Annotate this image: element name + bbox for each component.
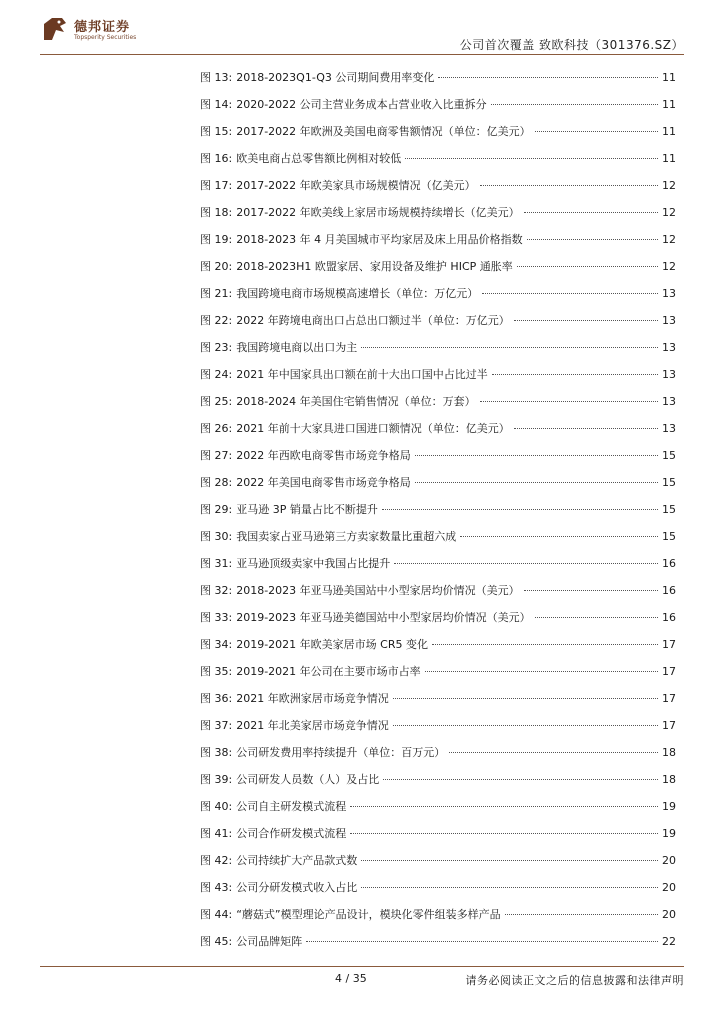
dot-leader (425, 671, 658, 672)
dot-leader (306, 941, 658, 942)
page-ref: 16 (662, 611, 676, 624)
figure-title: 公司自主研发模式流程 (236, 800, 347, 813)
dot-leader (480, 401, 658, 402)
figure-number: 图 39: (200, 773, 233, 786)
toc-entry[interactable] (200, 550, 676, 577)
page-ref: 11 (662, 98, 676, 111)
page-ref: 15 (662, 530, 676, 543)
header-divider (40, 54, 684, 55)
figure-title: 2018-2023 年亚马逊美国站中小型家居均价情况（美元） (236, 584, 520, 597)
toc-entry[interactable] (200, 415, 676, 442)
figure-title: 公司合作研发模式流程 (236, 827, 347, 840)
figure-number: 图 42: (200, 854, 233, 867)
figure-number: 图 41: (200, 827, 233, 840)
figure-title: 2022 年跨境电商出口占总出口额过半（单位：万亿元） (236, 314, 510, 327)
dot-leader (491, 104, 658, 105)
figure-number: 图 21: (200, 287, 233, 300)
page-ref: 15 (662, 449, 676, 462)
dot-leader (361, 347, 658, 348)
figure-number: 图 15: (200, 125, 233, 138)
figure-title: 2019-2023 年亚马逊美德国站中小型家居均价情况（美元） (236, 611, 531, 624)
figure-number: 图 17: (200, 179, 233, 192)
dot-leader (394, 563, 658, 564)
toc-entry[interactable] (200, 361, 676, 388)
page-ref: 16 (662, 557, 676, 570)
dot-leader (524, 212, 658, 213)
figure-title: 2017-2022 年欧美家具市场规模情况（亿美元） (236, 179, 476, 192)
toc-entry[interactable] (200, 766, 676, 793)
page-ref: 20 (662, 908, 676, 921)
figure-number: 图 19: (200, 233, 233, 246)
dot-leader (432, 644, 658, 645)
toc-entry[interactable] (200, 280, 676, 307)
figure-title: 2022 年美国电商零售市场竞争格局 (236, 476, 411, 489)
figure-title: 亚马逊顶级卖家中我国占比提升 (236, 557, 391, 570)
page-ref: 15 (662, 503, 676, 516)
figure-title: 公司研发费用率持续提升（单位：百万元） (236, 746, 446, 759)
toc-entry[interactable] (200, 847, 676, 874)
dot-leader (527, 239, 658, 240)
toc-entry[interactable] (200, 442, 676, 469)
figure-title: 2018-2023H1 欧盟家居、家用设备及维护 HICP 通胀率 (236, 260, 513, 273)
toc-entry[interactable] (200, 928, 676, 955)
page-ref: 18 (662, 773, 676, 786)
logo-icon (40, 14, 70, 44)
figure-number: 图 13: (200, 71, 233, 84)
page-ref: 13 (662, 341, 676, 354)
toc-entry[interactable] (200, 496, 676, 523)
page-ref: 12 (662, 206, 676, 219)
page-ref: 19 (662, 800, 676, 813)
figure-number: 图 27: (200, 449, 233, 462)
toc-entry[interactable] (200, 604, 676, 631)
page-ref: 13 (662, 395, 676, 408)
dot-leader (361, 887, 658, 888)
figure-number: 图 18: (200, 206, 233, 219)
toc-entry[interactable] (200, 685, 676, 712)
dot-leader (505, 914, 658, 915)
figure-number: 图 20: (200, 260, 233, 273)
figure-title: 我国跨境电商以出口为主 (236, 341, 358, 354)
figure-title: 2021 年欧洲家居市场竞争情况 (236, 692, 389, 705)
figure-title: 2021 年北美家居市场竞争情况 (236, 719, 389, 732)
figure-index-list (200, 64, 676, 955)
dot-leader (350, 806, 658, 807)
figure-number: 图 35: (200, 665, 233, 678)
figure-title: 2018-2023 年 4 月美国城市平均家居及床上用品价格指数 (236, 233, 523, 246)
toc-entry[interactable] (200, 226, 676, 253)
company-logo (40, 14, 160, 48)
figure-number: 图 24: (200, 368, 233, 381)
figure-title: 2021 年中国家具出口额在前十大出口国中占比过半 (236, 368, 488, 381)
page-ref: 13 (662, 422, 676, 435)
dot-leader (405, 158, 658, 159)
figure-number: 图 33: (200, 611, 233, 624)
figure-number: 图 23: (200, 341, 233, 354)
dot-leader (393, 698, 658, 699)
logo-text-cn: 德邦证券 (74, 20, 131, 35)
dot-leader (492, 374, 658, 375)
figure-number: 图 44: (200, 908, 233, 921)
page-ref: 17 (662, 719, 676, 732)
page-ref: 11 (662, 71, 676, 84)
dot-leader (535, 617, 658, 618)
page-ref: 11 (662, 152, 676, 165)
figure-title: 欧美电商占总零售额比例相对较低 (236, 152, 402, 165)
figure-number: 图 30: (200, 530, 233, 543)
figure-number: 图 34: (200, 638, 233, 651)
toc-entry[interactable] (200, 793, 676, 820)
toc-entry[interactable] (200, 820, 676, 847)
figure-number: 图 14: (200, 98, 233, 111)
figure-number: 图 26: (200, 422, 233, 435)
toc-entry[interactable] (200, 118, 676, 145)
page-ref: 22 (662, 935, 676, 948)
figure-title: 公司研发人员数（人）及占比 (236, 773, 380, 786)
dot-leader (460, 536, 658, 537)
dot-leader (535, 131, 658, 132)
dot-leader (383, 779, 658, 780)
figure-title: 2019-2021 年公司在主要市场市占率 (236, 665, 421, 678)
figure-title: 2022 年西欧电商零售市场竞争格局 (236, 449, 411, 462)
figure-number: 图 37: (200, 719, 233, 732)
dot-leader (480, 185, 658, 186)
figure-number: 图 43: (200, 881, 233, 894)
figure-number: 图 22: (200, 314, 233, 327)
page-ref: 17 (662, 665, 676, 678)
page-ref: 12 (662, 260, 676, 273)
page-ref: 13 (662, 368, 676, 381)
toc-entry[interactable] (200, 712, 676, 739)
toc-entry[interactable] (200, 523, 676, 550)
toc-entry[interactable] (200, 91, 676, 118)
figure-title: 2017-2022 年欧洲及美国电商零售额情况（单位：亿美元） (236, 125, 531, 138)
dot-leader (517, 266, 658, 267)
figure-number: 图 25: (200, 395, 233, 408)
figure-title: 我国卖家占亚马逊第三方卖家数量比重超六成 (236, 530, 457, 543)
page-ref: 20 (662, 854, 676, 867)
figure-number: 图 16: (200, 152, 233, 165)
dot-leader (524, 590, 658, 591)
toc-entry[interactable] (200, 145, 676, 172)
toc-entry[interactable] (200, 469, 676, 496)
dot-leader (438, 77, 658, 78)
figure-number: 图 31: (200, 557, 233, 570)
figure-title: 2021 年前十大家具进口国进口额情况（单位：亿美元） (236, 422, 510, 435)
figure-title: 公司品牌矩阵 (236, 935, 303, 948)
toc-entry[interactable] (200, 199, 676, 226)
figure-number: 图 45: (200, 935, 233, 948)
toc-entry[interactable] (200, 64, 676, 91)
figure-number: 图 32: (200, 584, 233, 597)
toc-entry[interactable] (200, 658, 676, 685)
figure-title: 2020-2022 公司主营业务成本占营业收入比重拆分 (236, 98, 487, 111)
figure-title: 2018-2024 年美国住宅销售情况（单位：万套） (236, 395, 476, 408)
toc-entry[interactable] (200, 334, 676, 361)
figure-number: 图 28: (200, 476, 233, 489)
footer-divider (40, 966, 684, 967)
dot-leader (382, 509, 658, 510)
figure-number: 图 36: (200, 692, 233, 705)
figure-number: 图 40: (200, 800, 233, 813)
figure-title: 2019-2021 年欧美家居市场 CR5 变化 (236, 638, 428, 651)
dot-leader (350, 833, 658, 834)
disclaimer-note: 请务必阅读正文之后的信息披露和法律声明 (465, 974, 684, 987)
dot-leader (514, 320, 658, 321)
toc-entry[interactable] (200, 577, 676, 604)
page-ref: 18 (662, 746, 676, 759)
figure-title: 2018-2023Q1-Q3 公司期间费用率变化 (236, 71, 435, 84)
toc-entry[interactable] (200, 307, 676, 334)
figure-title: 公司持续扩大产品款式数 (236, 854, 358, 867)
toc-entry[interactable] (200, 739, 676, 766)
figure-title: 公司分研发模式收入占比 (236, 881, 358, 894)
dot-leader (415, 455, 658, 456)
logo-text-en: Topsperity Securities (74, 34, 137, 41)
dot-leader (393, 725, 658, 726)
page-ref: 19 (662, 827, 676, 840)
report-title: 公司首次覆盖 致欧科技（301376.SZ） (459, 38, 684, 52)
page-ref: 12 (662, 233, 676, 246)
dot-leader (482, 293, 658, 294)
page-ref: 20 (662, 881, 676, 894)
dot-leader (361, 860, 658, 861)
figure-title: 2017-2022 年欧美线上家居市场规模持续增长（亿美元） (236, 206, 520, 219)
toc-entry[interactable] (200, 901, 676, 928)
figure-number: 图 38: (200, 746, 233, 759)
dot-leader (415, 482, 658, 483)
toc-entry[interactable] (200, 631, 676, 658)
page-ref: 15 (662, 476, 676, 489)
page-ref: 17 (662, 638, 676, 651)
figure-number: 图 29: (200, 503, 233, 516)
figure-title: 我国跨境电商市场规模高速增长（单位：万亿元） (236, 287, 479, 300)
page-ref: 16 (662, 584, 676, 597)
page-ref: 13 (662, 287, 676, 300)
page-header (0, 0, 724, 60)
page-number: 4 / 35 (335, 972, 367, 985)
toc-entry[interactable] (200, 253, 676, 280)
figure-title: 亚马逊 3P 销量占比不断提升 (236, 503, 378, 516)
page-ref: 17 (662, 692, 676, 705)
figure-title: “蘑菇式”模型理论产品设计，模块化零件组装多样产品 (236, 908, 501, 921)
page-ref: 12 (662, 179, 676, 192)
toc-entry[interactable] (200, 874, 676, 901)
page-ref: 11 (662, 125, 676, 138)
dot-leader (449, 752, 658, 753)
toc-entry[interactable] (200, 388, 676, 415)
page-ref: 13 (662, 314, 676, 327)
dot-leader (514, 428, 658, 429)
toc-entry[interactable] (200, 172, 676, 199)
